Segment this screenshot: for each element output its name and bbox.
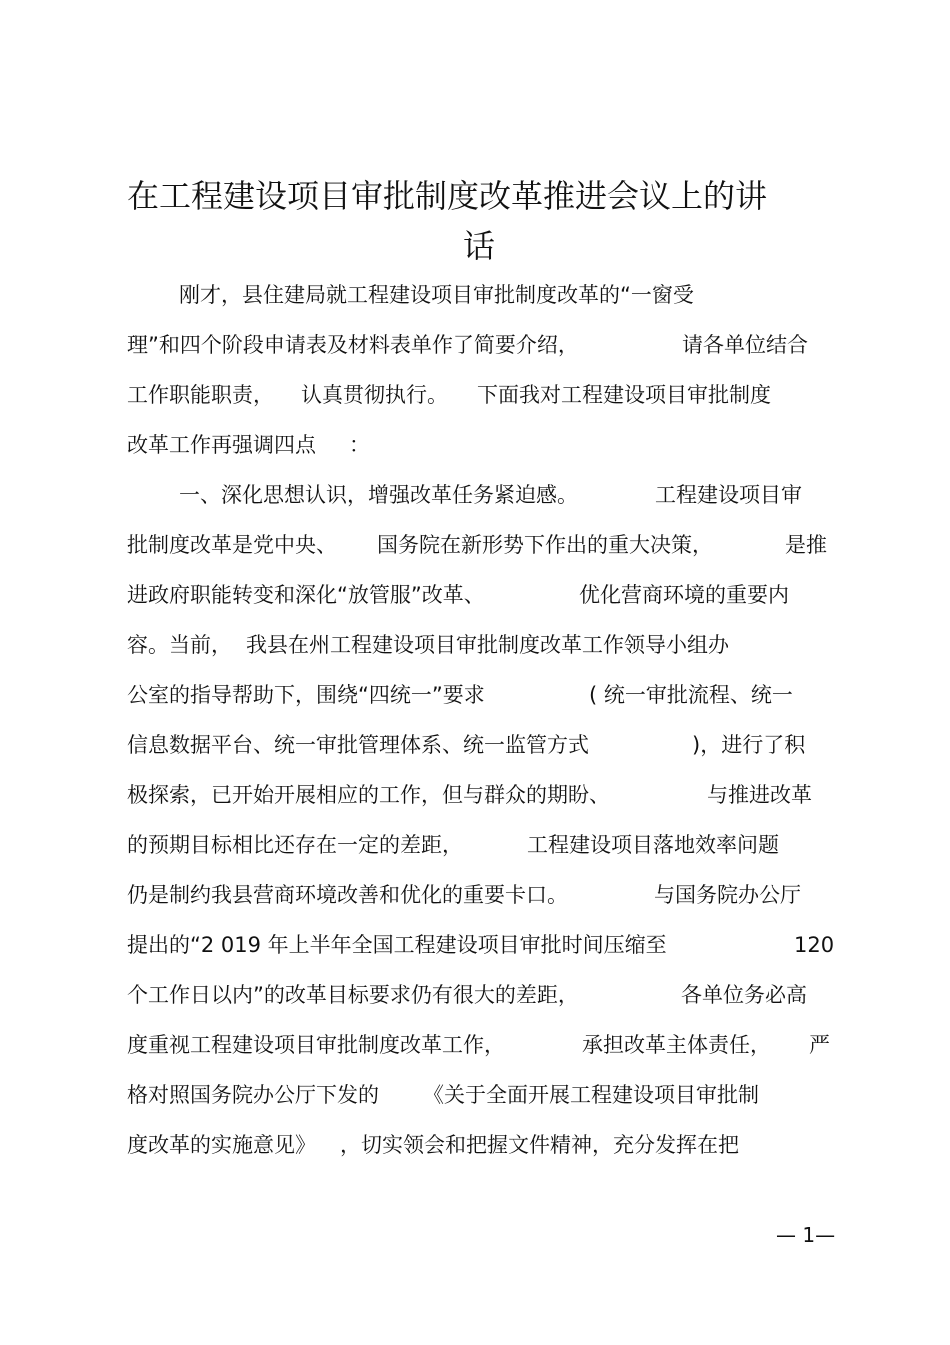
line-4-text-a: 改革工作再强调四点 xyxy=(127,433,316,457)
line-13-text-a: 仍是制约我县营商环境改善和优化的重要卡口。 xyxy=(127,883,568,907)
line-3-text-a: 工作职能职责， xyxy=(127,383,274,407)
line-6-text-c: 是推 xyxy=(785,533,827,557)
body-line-11 xyxy=(127,780,833,810)
line-10-text-b: )，进行了积 xyxy=(692,733,806,757)
body-line-16 xyxy=(127,1030,833,1060)
body-line-10 xyxy=(127,730,833,760)
body-line-13 xyxy=(127,880,833,910)
line-3-text-b: 认真贯彻执行。 xyxy=(301,383,448,407)
body-line-7 xyxy=(127,580,833,610)
line-13-text-b: 与国务院办公厅 xyxy=(654,883,801,907)
body-line-6 xyxy=(127,530,833,560)
line-9-text-a: 公室的指导帮助下，围绕“四统一”要求 xyxy=(127,683,485,707)
line-2-text-b: 请各单位结合 xyxy=(682,333,808,357)
body-line-4 xyxy=(127,430,833,460)
line-11-text-a: 极探索，已开始开展相应的工作，但与群众的期盼、 xyxy=(127,783,610,807)
body-line-2 xyxy=(127,330,833,360)
line-14-text-b: 120 xyxy=(794,933,835,957)
body-line-14 xyxy=(127,930,833,960)
line-15-text-b: 各单位务必高 xyxy=(681,983,807,1007)
line-17-text-a: 格对照国务院办公厅下发的 xyxy=(127,1083,379,1107)
line-11-text-b: 与推进改革 xyxy=(707,783,812,807)
body-line-8 xyxy=(127,630,833,660)
line-7-text-a: 进政府职能转变和深化“放管服”改革、 xyxy=(127,583,485,607)
body-line-5 xyxy=(127,480,833,510)
line-4-text-b: ： xyxy=(349,433,370,457)
line-7-text-b: 优化营商环境的重要内 xyxy=(579,583,789,607)
line-12-text-b: 工程建设项目落地效率问题 xyxy=(527,833,779,857)
line-18-text-a: 度改革的实施意见》 xyxy=(127,1133,316,1157)
document-title-line-1: 在工程建设项目审批制度改革推进会议上的讲 xyxy=(127,177,768,215)
body-line-18 xyxy=(127,1130,833,1160)
body-line-15 xyxy=(127,980,833,1010)
line-17-text-b: 《关于全面开展工程建设项目审批制 xyxy=(423,1083,759,1107)
body-line-17 xyxy=(127,1080,833,1110)
line-16-text-b: 承担改革主体责任， xyxy=(582,1033,771,1057)
line-8-text-b: 我县在州工程建设项目审批制度改革工作领导小组办 xyxy=(246,633,729,657)
line-18-text-b: ，切实领会和把握文件精神，充分发挥在把 xyxy=(340,1133,739,1157)
line-16-text-c: 严 xyxy=(809,1033,830,1057)
line-3-text-c: 下面我对工程建设项目审批制度 xyxy=(477,383,771,407)
document-title-line-2: 话 xyxy=(463,227,496,265)
body-line-9 xyxy=(127,680,833,710)
line-9-text-b: ( 统一审批流程、统一 xyxy=(589,683,793,707)
page-number: — 1— xyxy=(776,1223,836,1247)
line-5-text-a: 一、深化思想认识，增强改革任务紧迫感。 xyxy=(179,483,578,507)
line-5-text-b: 工程建设项目审 xyxy=(655,483,802,507)
line-14-text-a: 提出的“2 019 年上半年全国工程建设项目审批时间压缩至 xyxy=(127,933,667,957)
line-2-text-a: 理”和四个阶段申请表及材料表单作了简要介绍， xyxy=(127,333,579,357)
body-line-3 xyxy=(127,380,833,410)
line-10-text-a: 信息数据平台、统一审批管理体系、统一监管方式 xyxy=(127,733,589,757)
line-8-text-a: 容。当前， xyxy=(127,633,232,657)
line-6-text-b: 国务院在新形势下作出的重大决策， xyxy=(377,533,713,557)
line-1-text: 刚才，县住建局就工程建设项目审批制度改革的“一窗受 xyxy=(179,283,694,307)
body-line-12 xyxy=(127,830,833,860)
line-6-text-a: 批制度改革是党中央、 xyxy=(127,533,337,557)
line-15-text-a: 个工作日以内”的改革目标要求仍有很大的差距， xyxy=(127,983,579,1007)
body-line-1 xyxy=(127,280,833,310)
line-12-text-a: 的预期目标相比还存在一定的差距， xyxy=(127,833,463,857)
line-16-text-a: 度重视工程建设项目审批制度改革工作， xyxy=(127,1033,505,1057)
